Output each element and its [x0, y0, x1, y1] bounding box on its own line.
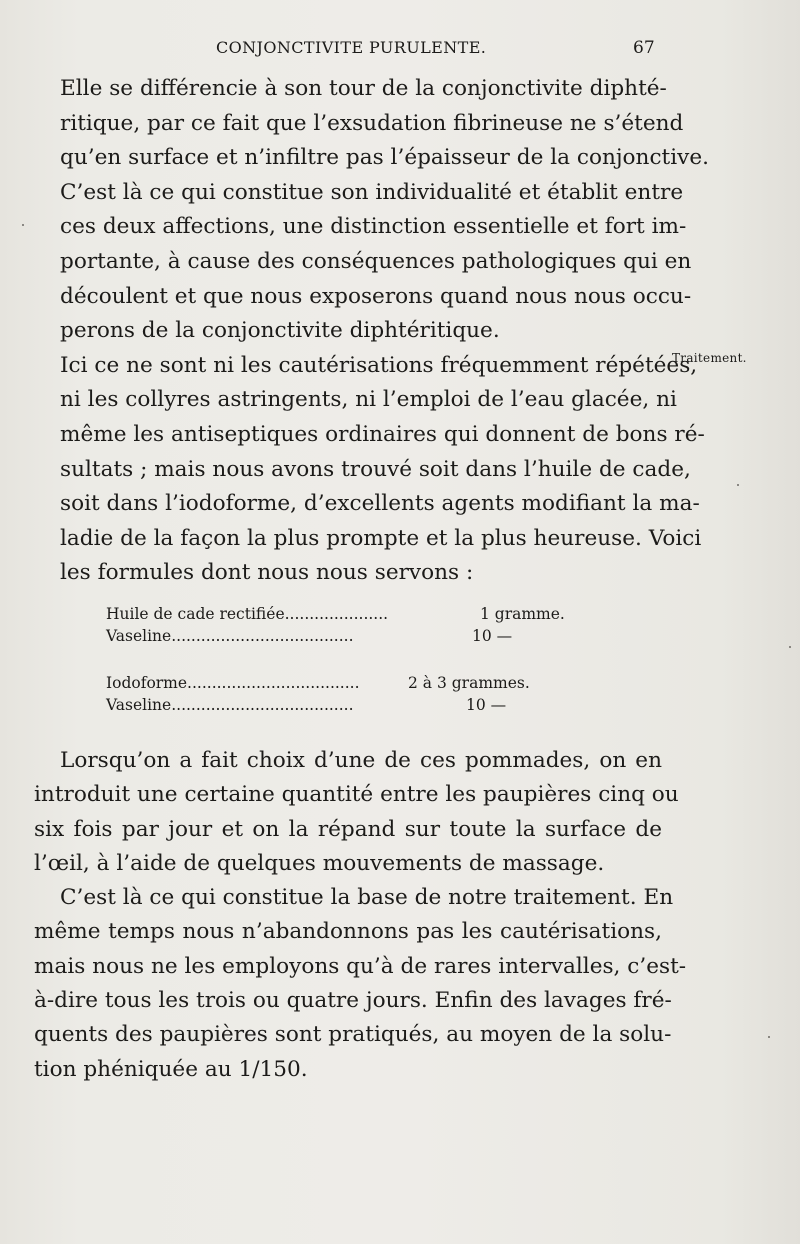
- paragraph-basis: [34, 881, 674, 915]
- formula-row: [106, 603, 606, 625]
- text-line: ces deux affections, une distinction essentielle et fort im-: [60, 214, 687, 240]
- text-line: six fois par jour et on la répand sur toute la surface de: [34, 816, 662, 842]
- paper-speck: [789, 646, 791, 648]
- text-line: même temps nous n’abandonnons pas les cautérisations,: [34, 919, 662, 945]
- formula-row: [106, 625, 606, 647]
- text-line: qu’en surface et n’infiltre pas l’épaisseur de la conjonctive.: [60, 145, 709, 171]
- text-line: quents des paupières sont pratiqués, au moyen de la solu-: [34, 1022, 672, 1048]
- ingredient-name: Vaseline.....................................: [106, 696, 354, 714]
- text-line: tion phéniquée au 1/150.: [34, 1056, 308, 1082]
- ingredient-quantity: 2 à 3 grammes.: [408, 674, 530, 692]
- formula-row: [106, 694, 606, 716]
- text-line: les formules dont nous nous servons :: [60, 560, 474, 586]
- paragraph-application-cont: [34, 778, 679, 881]
- ingredient-name: Iodoforme...................................: [106, 674, 360, 692]
- text-line: C’est là ce qui constitue son individualité et établit entre: [60, 179, 684, 205]
- main-text-upper: [60, 72, 709, 591]
- text-line: ritique, par ce fait que l’exsudation fibrineuse ne s’étend: [60, 110, 684, 136]
- text-line: ni les collyres astringents, ni l’emploi de l’eau glacée, ni: [60, 387, 677, 413]
- formula-iodoforme: [106, 672, 606, 716]
- running-title: CONJONCTIVITE PURULENTE.: [216, 38, 487, 57]
- ingredient-quantity: 10 —: [466, 696, 507, 714]
- formula-huile-de-cade: [106, 603, 606, 647]
- paragraph-basis-cont: [34, 915, 687, 1086]
- formula-row: [106, 672, 606, 694]
- text-line: introduit une certaine quantité entre les paupières cinq ou: [34, 782, 679, 808]
- ingredient-quantity: 1 gramme.: [480, 605, 565, 623]
- text-line: l’œil, à l’aide de quelques mouvements de massage.: [34, 850, 605, 876]
- text-line: même les antiseptiques ordinaires qui donnent de bons ré-: [60, 421, 705, 447]
- text-line: perons de la conjonctivite diphtéritique.: [60, 318, 500, 344]
- text-line: mais nous ne les employons qu’à de rares intervalles, c’est-: [34, 953, 687, 979]
- text-line: Lorsqu’on a fait choix d’une de ces pommades, on en: [60, 748, 662, 773]
- text-line: découlent et que nous exposerons quand nous nous occu-: [60, 283, 692, 309]
- text-line: Elle se différencie à son tour de la conjonctivite diphté-: [60, 76, 667, 101]
- text-line: à-dire tous les trois ou quatre jours. Enfin des lavages fré-: [34, 988, 672, 1014]
- paragraph-treatment: [60, 349, 705, 591]
- paragraph-application: [34, 744, 662, 778]
- page-number: 67: [633, 38, 655, 58]
- main-text-lower: [34, 744, 687, 1087]
- ingredient-quantity: 10 —: [472, 627, 513, 645]
- text-line: ladie de la façon la plus prompte et la plus heureuse. Voici: [60, 525, 702, 551]
- text-line: sultats ; mais nous avons trouvé soit dans l’huile de cade,: [60, 456, 691, 482]
- paper-speck: [768, 1036, 770, 1038]
- ingredient-name: Huile de cade rectifiée.....................: [106, 605, 389, 623]
- paper-speck: [22, 224, 24, 226]
- page-header: [0, 38, 800, 62]
- ingredient-name: Vaseline.....................................: [106, 627, 354, 645]
- text-line: Ici ce ne sont ni les cautérisations fréquemment répétées,: [60, 352, 698, 378]
- margin-note-traitement: Traitement.: [672, 351, 747, 365]
- text-line: portante, à cause des conséquences pathologiques qui en: [60, 248, 692, 274]
- paper-speck: [737, 484, 739, 486]
- paragraph-differentiation: [60, 72, 709, 349]
- text-line: C’est là ce qui constitue la base de notre traitement. En: [60, 885, 674, 911]
- text-line: soit dans l’iodoforme, d’excellents agents modifiant la ma-: [60, 491, 700, 517]
